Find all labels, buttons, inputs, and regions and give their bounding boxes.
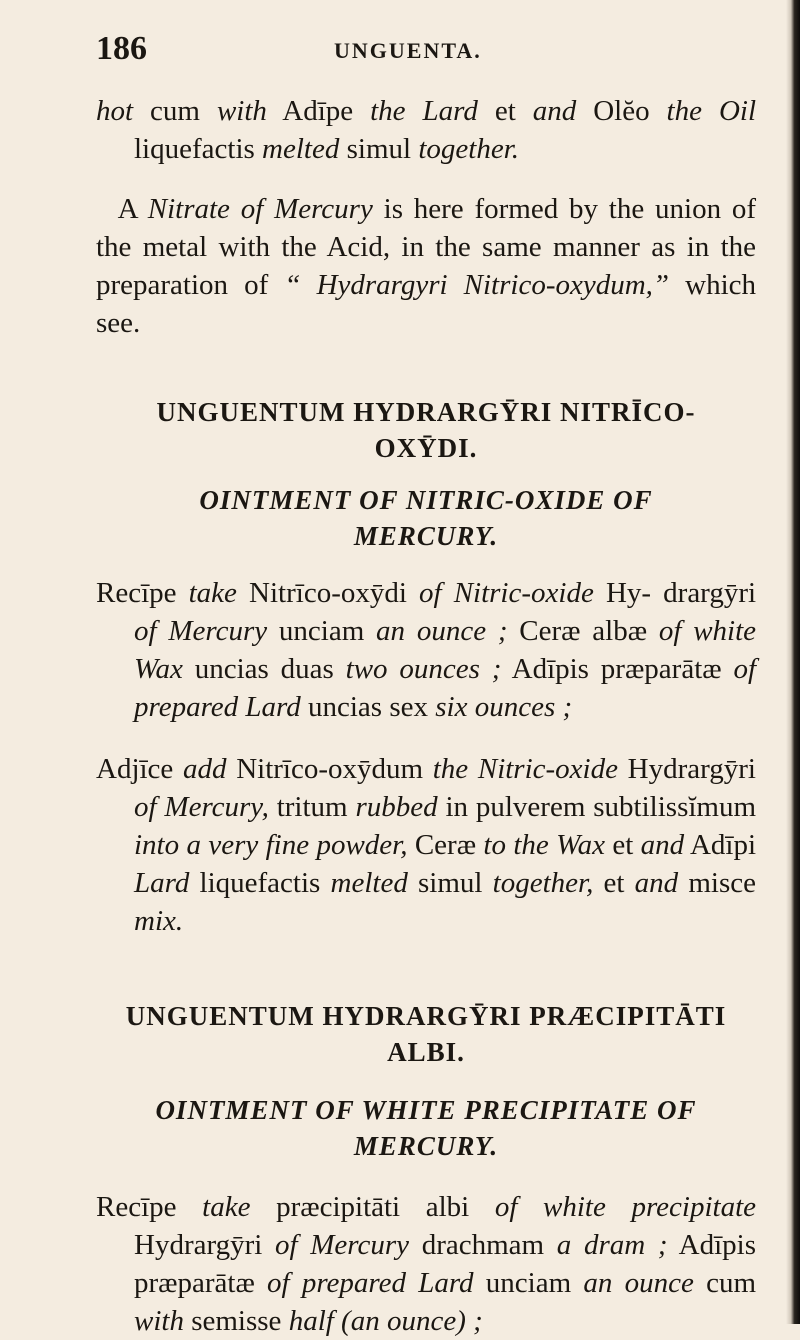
section1-recipe: Recīpe take Nitrīco-oxȳdi of Nitric-oxide Hy- drargȳri of Mercury unciam an ounce ; Ceræ albæ of white Wax uncias duas two ounces ; Adīpis præparātæ of prepared Lard uncias sex six ounces ; — [96, 577, 757, 723]
page-number: 186 — [96, 30, 147, 67]
section1-title-english: OINTMENT OF NITRIC-OXIDE OF MERCURY. — [199, 485, 653, 551]
book-spine-shadow — [786, 0, 800, 1324]
nitrate-note: A Nitrate of Mercury is here formed by the union of the metal with the Acid, in the same manner as in the preparation of “ Hydrargyri Nitrico-oxydum,” which see. — [96, 193, 757, 339]
section1-title-latin: UNGUENTUM HYDRARGȲRI NITRĪCO- OXȲDI. — [156, 397, 696, 463]
section2-title-latin: UNGUENTUM HYDRARGȲRI PRÆCIPITĀTI ALBI. — [125, 1001, 727, 1067]
running-head: UNGUENTA. — [334, 38, 482, 63]
section2-recipe: Recīpe take præcipitāti albi of white precipitate Hydrargȳri of Mercury drachmam a dram ; Adīpis præparātæ of prepared Lard unciam an ounce cum with semisse half (an ounce) ; — [96, 1191, 757, 1337]
page-header — [96, 30, 696, 70]
intro-paragraph: hot cum with Adīpe the Lard et and Olĕo the Oil liquefactis melted simul together. — [96, 95, 756, 165]
section1-adjice: Adjīce add Nitrīco-oxȳdum the Nitric-oxide Hydrargȳri of Mercury, tritum rubbed in pulverem subtilissĭmum into a very fine powder, Ceræ to the Wax et and Adīpi Lard liquefactis melted simul together, et and misce mix. — [96, 753, 757, 937]
section2-title-english: OINTMENT OF WHITE PRECIPITATE OF MERCURY. — [155, 1095, 697, 1161]
page-body — [96, 92, 756, 1340]
